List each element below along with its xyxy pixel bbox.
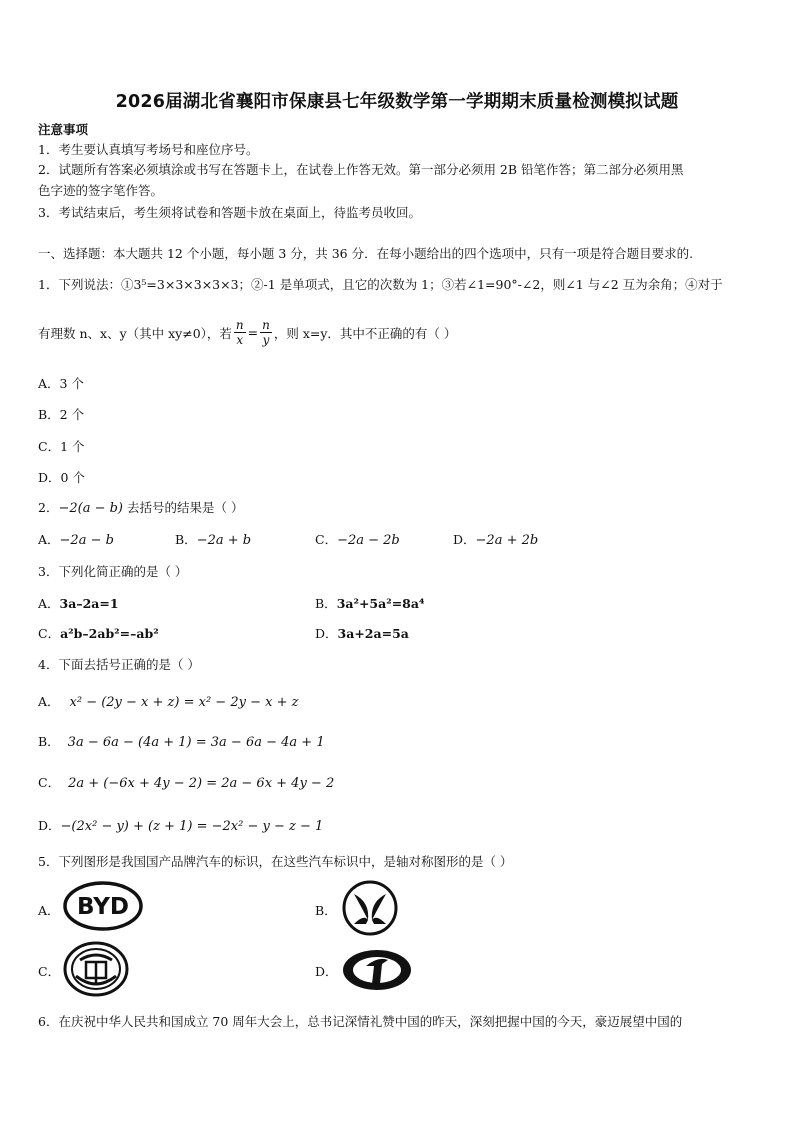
q2-option-a-label: A． [38,532,60,547]
q2-stem [38,498,243,516]
q2-option-c-math: −2a − 2b [337,533,400,548]
q5-label-b: B． [315,903,337,918]
q4-option-d-math: −(2x² − y) + (z + 1) = −2x² − y − z − 1 [60,819,324,834]
frac1-numerator: n [235,318,244,332]
q1-equals: = [247,325,259,340]
q4-option-b-math: 3a − 6a − (4a + 1) = 3a − 6a − 4a + 1 [67,735,325,750]
notice-heading: 注意事项 [38,122,89,137]
frac2-denominator: y [262,333,270,347]
q3-option-d-label: D． [315,626,338,641]
section-heading: 一、选择题：本大题共 12 个小题，每小题 3 分，共 36 分．在每小题给出的四个选项中，只有一项是符合题目要求的. [38,246,694,261]
byd-logo-icon [62,880,144,932]
q2-option-d [453,530,538,548]
q1-option-c: C．1 个 [38,439,85,454]
q3-option-c [38,624,159,642]
q2-option-a-math: −2a − b [59,533,114,548]
q3-option-a-label: A． [38,596,60,611]
page-title: 2026届湖北省襄阳市保康县七年级数学第一学期期末质量检测模拟试题 [115,92,679,112]
q4-option-c [38,773,334,791]
byd-logo-text: BYD [76,894,130,920]
faw-logo-icon [340,948,414,992]
q1-option-d: D．0 个 [38,470,85,485]
q5-label-d: D． [315,964,338,979]
q1-stem-line2 [38,318,456,347]
q3-option-a [38,594,119,612]
q4-option-b [38,732,325,750]
q4-option-c-label: C． [38,775,61,790]
q2-option-d-label: D． [453,532,476,547]
q4-stem: 4．下面去括号正确的是（ ） [38,657,200,672]
q2-expression: −2(a − b) [58,501,123,516]
q4-option-d-label: D． [38,818,61,833]
q1-fraction-2 [260,318,272,347]
q2-number: 2． [38,500,59,515]
q3-option-d-math: 3a+2a=5a [337,626,409,641]
q1-option-a: A．3 个 [38,376,84,391]
q1-option-b: B．2 个 [38,407,85,422]
frac2-numerator: n [262,318,270,332]
q3-option-b-label: B． [315,596,337,611]
q2-stem-text: 去括号的结果是（ ） [123,500,244,515]
q3-option-c-label: C． [38,626,61,641]
q3-option-b [315,594,424,612]
q1-line2-post: ，则 x=y．其中不正确的有（ ） [273,325,457,341]
q3-stem: 3．下列化简正确的是（ ） [38,564,188,579]
q4-option-a [38,692,298,710]
q2-option-d-math: −2a + 2b [475,533,539,548]
q2-option-a [38,530,114,548]
q4-option-c-math: 2a + (−6x + 4y − 2) = 2a − 6x + 4y − 2 [68,776,335,791]
q2-option-c-label: C． [315,532,338,547]
dongfeng-logo-icon [340,880,400,936]
q2-option-b [175,530,251,548]
q4-option-d [38,816,323,834]
frac1-denominator: x [236,333,244,347]
q3-option-a-math: 3a–2a=1 [59,596,119,611]
brilliance-logo-icon [62,940,130,998]
q3-option-b-math: 3a²+5a²=8a⁴ [336,596,425,611]
q5-stem: 5．下列图形是我国国产品牌汽车的标识，在这些汽车标识中，是轴对称图形的是（ ） [38,854,513,869]
notice-item-2-cont: 色字迹的签字笔作答。 [38,183,164,198]
q3-option-d [315,624,409,642]
q1-line2-pre: 有理数 n、x、y（其中 xy≠0），若 [38,325,232,341]
q5-label-a: A． [38,903,60,918]
q6-stem-line1: 6．在庆祝中华人民共和国成立 70 周年大会上，总书记深情礼赞中国的昨天，深刻把握中国的今天，豪迈展望中国的 [38,1014,683,1029]
q5-label-c: C． [38,964,61,979]
q2-option-b-math: −2a + b [196,533,252,548]
q1-stem-line1: 1．下列说法：①3⁵=3×3×3×3×3；②-1 是单项式，且它的次数为 1；③若∠1=90°-∠2，则∠1 与∠2 互为余角；④对于 [38,277,723,292]
q4-option-a-label: A． [38,694,60,709]
q2-option-b-label: B． [175,532,197,547]
notice-item-1: 1．考生要认真填写考场号和座位序号。 [38,142,259,157]
notice-item-3: 3．考试结束后，考生须将试卷和答题卡放在桌面上，待监考员收回。 [38,205,421,220]
notice-item-2: 2．试题所有答案必须填涂或书写在答题卡上，在试卷上作答无效。第一部分必须用 2B 铅笔作答；第二部分必须用黑 [38,162,684,177]
q1-fraction-1 [234,318,246,347]
q3-option-c-math: a²b–2ab²=–ab² [60,626,159,641]
q4-option-a-math: x² − (2y − x + z) = x² − 2y − x + z [69,695,299,710]
q4-option-b-label: B． [38,734,60,749]
q2-option-c [315,530,400,548]
